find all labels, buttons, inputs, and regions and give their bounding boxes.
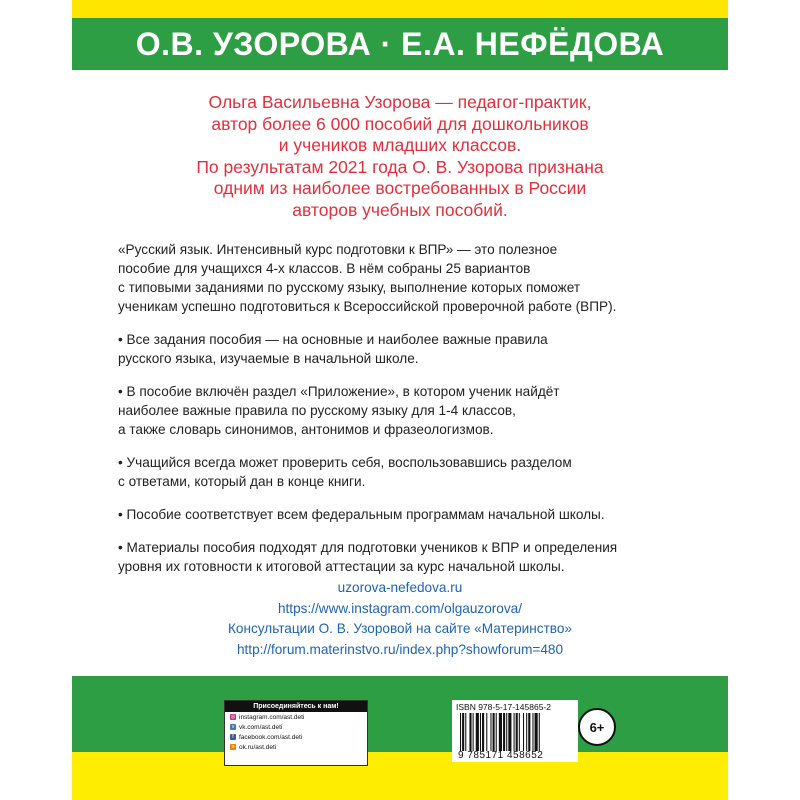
text-line: наиболее важные правила по русскому языку для 1-4 классов, — [118, 403, 516, 418]
description-paragraph — [118, 240, 698, 316]
bullet-paragraph — [118, 538, 698, 576]
instagram-link[interactable]: https://www.instagram.com/olgauzorova/ — [277, 600, 523, 616]
barcode-bar — [526, 713, 527, 751]
bio-line: и учеников младших классов. — [278, 135, 522, 155]
text-line: • Материалы пособия подходят для подготовки учеников к ВПР и определения — [118, 540, 618, 555]
description-body — [118, 240, 698, 590]
age-rating-label: 6+ — [589, 719, 605, 735]
bullet-paragraph — [118, 330, 698, 368]
text-line: а также словарь синонимов, антонимов и фразеологизмов. — [118, 422, 494, 437]
authors-title: О.В. УЗОРОВА · Е.А. НЕФЁДОВА — [135, 25, 665, 62]
barcode-bar — [473, 713, 474, 751]
isbn-text: ISBN 978-5-17-145865-2 — [456, 702, 551, 712]
text-line: уровня их готовности к итоговой аттестации за курс начальной школы. — [118, 559, 565, 574]
top-yellow-band — [72, 0, 728, 18]
text-line: с ответами, который дан в конце книги. — [118, 474, 366, 489]
barcode-bar — [465, 713, 466, 751]
bio-line: авторов учебных пособий. — [292, 199, 508, 220]
bullet-paragraph — [118, 453, 698, 491]
social-title: Присоединяйтесь к нам! — [225, 701, 367, 712]
social-item-label: instagram.com/ast.deti — [239, 713, 305, 721]
barcode-bar — [539, 713, 540, 751]
text-line: • Все задания пособия — на основные и наиболее важные правила — [118, 332, 548, 347]
barcode-bar — [523, 713, 524, 751]
website-link[interactable]: uzorova-nefedova.ru — [337, 580, 463, 595]
barcode-bar — [514, 713, 515, 751]
facebook-icon: f — [230, 734, 236, 740]
forum-link[interactable]: http://forum.materinstvo.ru/index.php?showforum=480 — [236, 641, 564, 657]
barcode-bar — [460, 713, 461, 751]
social-item[interactable] — [225, 732, 367, 742]
social-item-label: ok.ru/ast.deti — [239, 743, 277, 751]
bullet-paragraph — [118, 382, 698, 439]
barcode-bar — [535, 713, 538, 751]
text-line: русского языка, изучаемые в начальной школе. — [118, 351, 419, 366]
text-line: ученикам успешно подготовиться к Всероссийской проверочной работе (ВПР). — [118, 299, 617, 314]
barcode-bar — [469, 713, 471, 751]
text-line: • В пособие включён раздел «Приложение», в котором ученик найдёт — [118, 384, 560, 399]
bottom-yellow-band — [72, 752, 728, 800]
social-item-label: facebook.com/ast.deti — [239, 733, 303, 741]
book-back-cover — [72, 0, 728, 800]
barcode-bar — [519, 713, 520, 751]
consultation-note: Консультации О. В. Узоровой на сайте «Материнство» — [227, 621, 572, 636]
bio-line: одним из наиболее востребованных в России — [213, 178, 587, 198]
footer-green-band — [72, 676, 728, 752]
social-item[interactable] — [225, 712, 367, 722]
links-block — [112, 578, 688, 660]
author-bio — [112, 92, 688, 221]
barcode-bar — [532, 713, 533, 751]
barcode-bar — [528, 713, 530, 751]
instagram-icon: ◎ — [230, 714, 236, 720]
barcode-number: 9 785171 458652 — [458, 750, 544, 761]
social-item[interactable] — [225, 722, 367, 732]
bio-line: Ольга Васильевна Узорова — педагог-практик, — [208, 92, 592, 112]
bio-line: автор более 6 000 пособий для дошкольников — [211, 113, 589, 134]
barcode-bar — [508, 713, 511, 751]
barcode-bar — [462, 713, 464, 751]
isbn-barcode-box — [452, 700, 578, 762]
age-rating-badge — [578, 708, 616, 746]
text-line: с типовыми заданиями по русскому языку, выполнение которых поможет — [118, 280, 581, 295]
barcode-bar — [493, 713, 495, 751]
barcode-bar — [482, 713, 484, 751]
author-header-band — [72, 18, 728, 70]
barcode-bar — [480, 713, 481, 751]
bio-line: По результатам 2021 года О. В. Узорова признана — [196, 156, 604, 177]
text-line: «Русский язык. Интенсивный курс подготовки к ВПР» — это полезное — [118, 242, 558, 257]
social-item-label: vk.com/ast.deti — [239, 723, 283, 731]
odnoklassniki-icon: о — [231, 744, 235, 750]
barcode-bar — [499, 713, 502, 751]
barcode-bar — [516, 713, 518, 751]
barcode-bar — [496, 713, 497, 751]
vk-icon: v — [231, 724, 235, 730]
barcode-bar — [486, 713, 487, 751]
bullet-paragraph — [118, 505, 698, 524]
text-line: пособие для учащихся 4-х классов. В нём собраны 25 вариантов — [118, 261, 531, 276]
social-item[interactable] — [225, 742, 367, 752]
text-line: • Учащийся всегда может проверить себя, воспользовавшись разделом — [118, 455, 572, 470]
barcode-bar — [490, 713, 491, 751]
social-links-box — [224, 700, 368, 766]
barcode — [458, 713, 574, 751]
barcode-bar — [503, 713, 505, 751]
barcode-bar — [506, 713, 507, 751]
text-line: • Пособие соответствует всем федеральным программам начальной школы. — [118, 507, 605, 522]
barcode-bar — [476, 713, 479, 751]
